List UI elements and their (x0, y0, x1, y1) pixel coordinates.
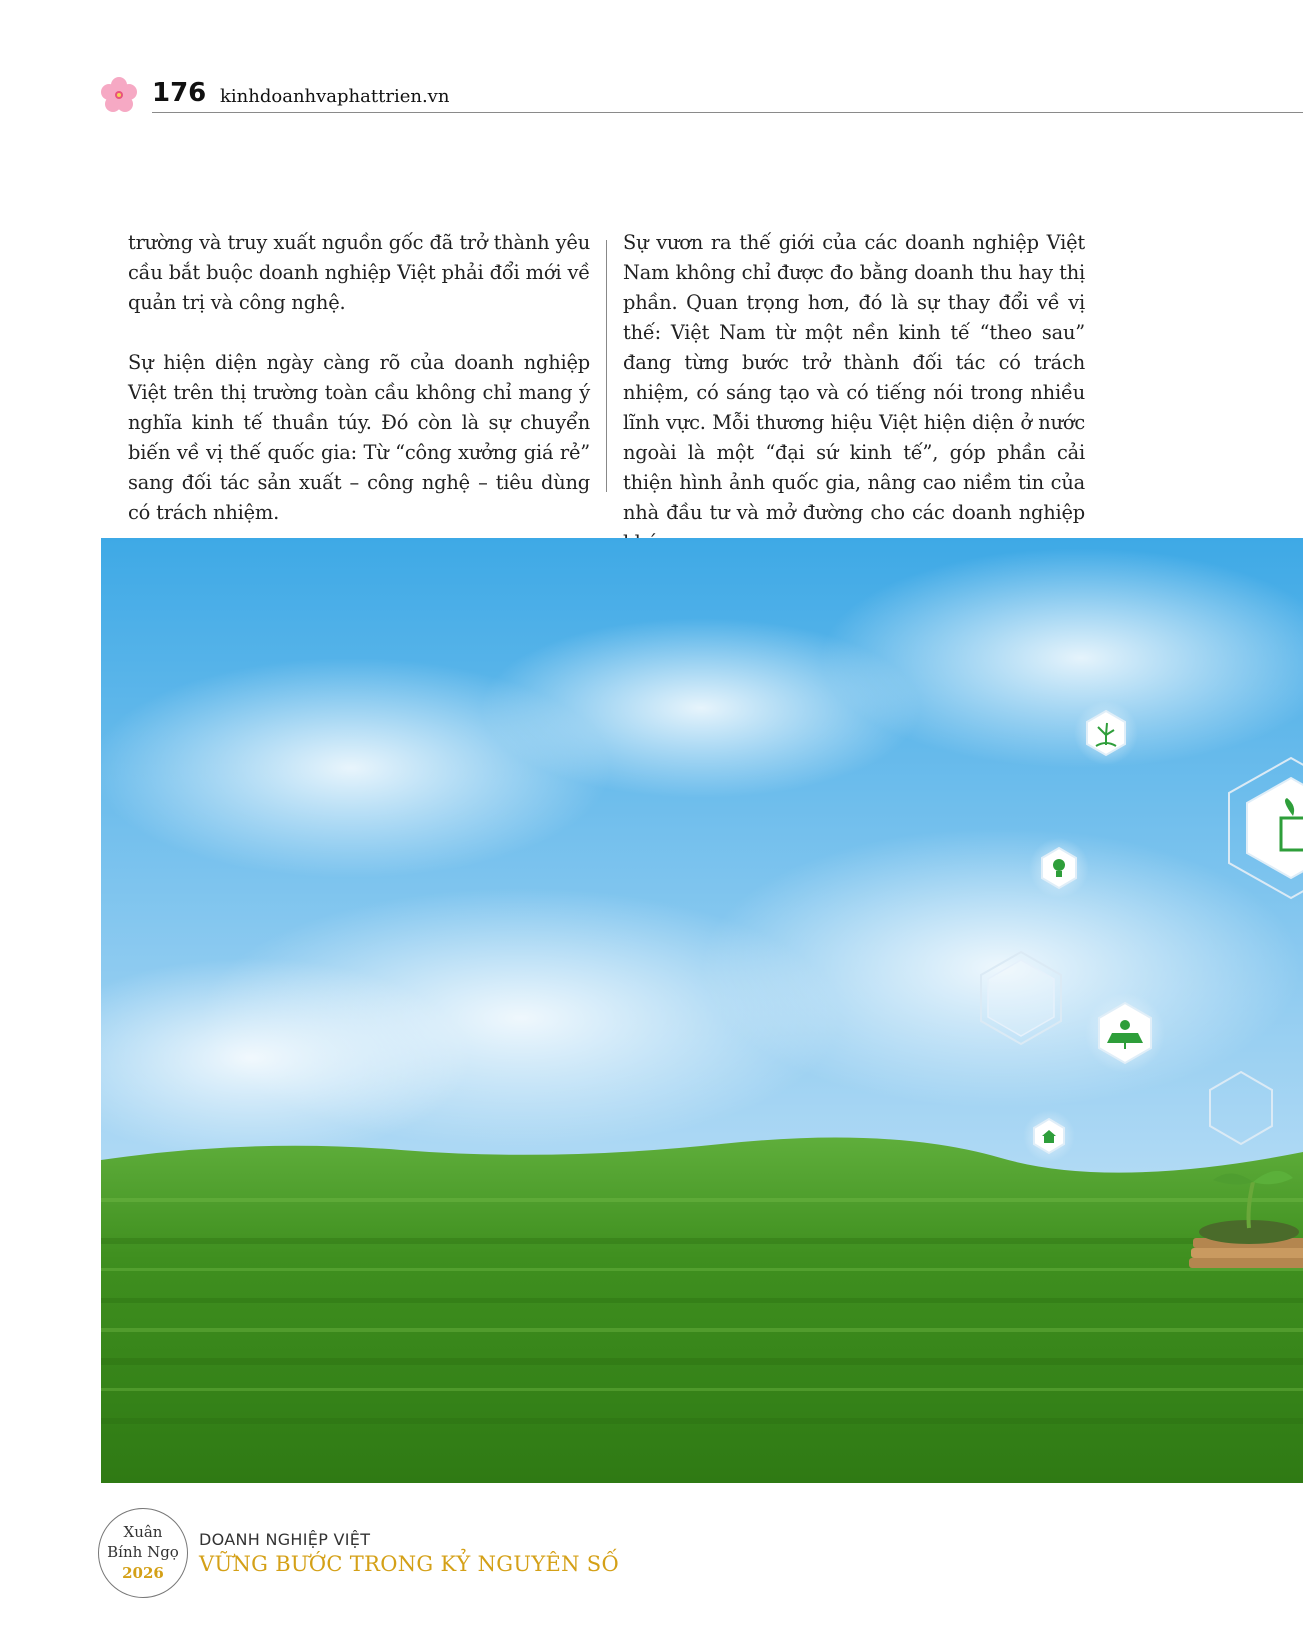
site-url[interactable]: kinhdoanhvaphattrien.vn (220, 86, 450, 107)
paragraph: Sự hiện diện ngày càng rõ của doanh nghiệp Việt trên thị trường toàn cầu không chỉ mang ý nghĩa kinh tế thuần túy. Đó còn là sự chuyển biến về vị thế quốc gia: Từ “công xưởng giá rẻ” sang đối tác sản xuất – công nghệ – tiêu dùng có trách nhiệm. (128, 351, 590, 524)
section-title: VỮNG BƯỚC TRONG KỶ NGUYÊN SỐ (199, 1552, 619, 1576)
paragraph: Sự vươn ra thế giới của các doanh nghiệp Việt Nam không chỉ được đo bằng doanh thu hay thị phần. Quan trọng hơn, đó là sự thay đổi về vị thế: Việt Nam từ một nền kinh tế “theo sau” đang từng bước trở thành đối tác có trách nhiệm, có sáng tạo và có tiếng nói trong nhiều lĩnh vực. Mỗi thương hiệu Việt hiện diện ở nước ngoài là một “đại sứ kinh tế”, góp phần cải thiện hình ảnh quốc gia, nâng cao niềm tin của nhà đầu tư và mở đường cho các doanh nghiệp (623, 231, 1085, 524)
flower-icon (100, 76, 138, 114)
paragraph: trường và truy xuất nguồn gốc đã trở thành yêu cầu bắt buộc doanh nghiệp Việt phải đổi mới về quản trị và công nghệ. (128, 231, 590, 314)
hero-image (101, 538, 1303, 1483)
badge-line: Xuân (123, 1523, 163, 1541)
hero-illustration (101, 538, 1303, 1483)
badge-line: Bính Ngọ (107, 1543, 179, 1561)
page-number: 176 (152, 78, 207, 108)
section-label: DOANH NGHIỆP VIỆT (199, 1530, 371, 1549)
page-header (100, 72, 1303, 116)
column-divider (606, 240, 607, 492)
badge-year: 2026 (122, 1564, 164, 1582)
header-divider (152, 112, 1303, 113)
article-column-left (128, 228, 590, 558)
wind-turbine-icon (1074, 701, 1138, 765)
article-column-right (623, 228, 1085, 588)
issue-badge (98, 1508, 188, 1598)
lightbulb-icon (1029, 838, 1089, 898)
eco-house-icon (1023, 1110, 1075, 1162)
solar-panel-icon (1085, 993, 1165, 1073)
